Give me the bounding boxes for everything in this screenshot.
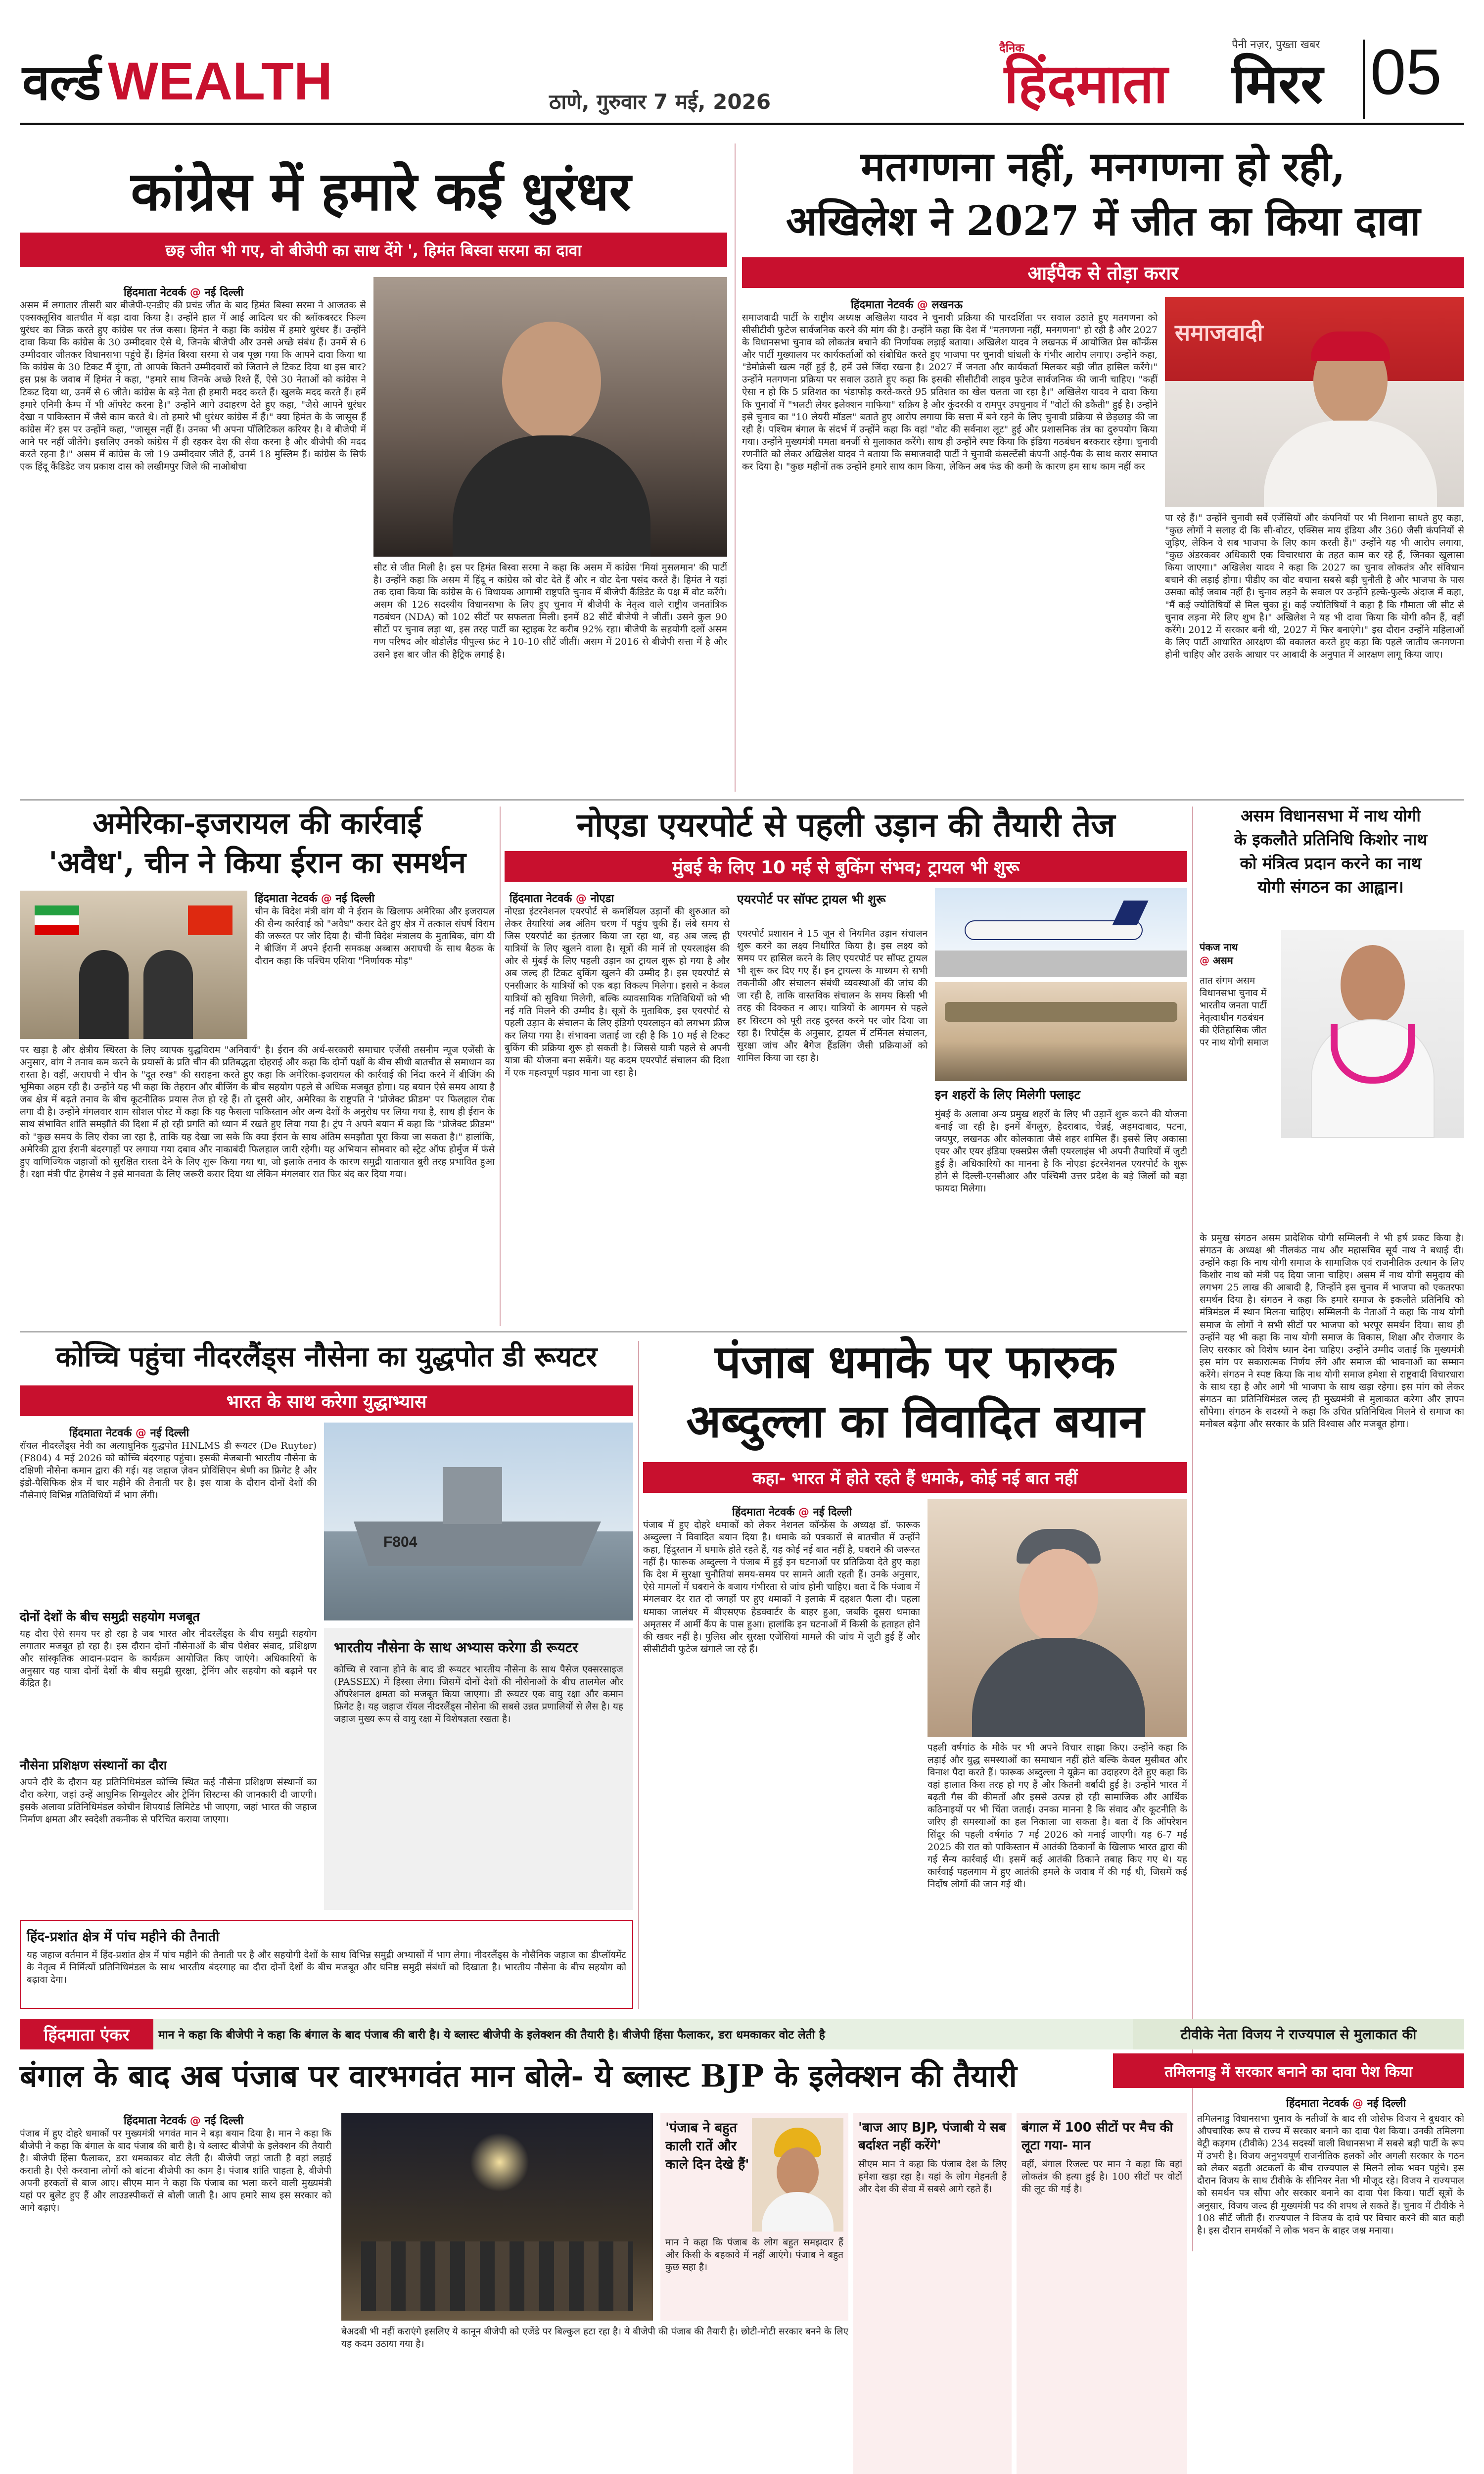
person-head [1341,945,1405,1024]
section-devanagari: वर्ल्ड [22,53,101,111]
story8-quote3: बंगाल में 100 सीटों पर मैच की लूटा गया- मान [1021,2120,1173,2153]
story1-photo [373,277,727,557]
story3-headline-2: 'अवैध', चीन ने किया ईरान का समर्थन [48,846,466,880]
story9-byline: हिंदमाता नेटवर्क @ नई दिल्ली [1286,2097,1406,2110]
person-head [777,2147,819,2197]
story8-quote2-col [853,2113,1012,2474]
story2-headline-1: मतगणना नहीं, मनगणना हो रही, [861,143,1345,190]
china-flag [188,905,232,935]
story5-col-wide: के प्रमुख संगठन असम प्रादेशिक योगी सम्मिलनी ने भी हर्ष प्रकट किया है। संगठन के अध्यक्ष श्री नीलकंठ नाथ और महासचिव सूर्य नाथ ने बधाई दी। उन्होंने कहा कि नाथ योगी समाज के सामाजिक एवं राजनीतिक उत्थान के लिए किशोर नाथ को मंत्री पद दिया जाना चाहिए। असम में नाथ योगी समुदाय की लगभग 25 लाख की आबादी है, जिन्होंने इस चुनाव में भाजपा को एकतरफा समर्थन दिया है। संगठन ने कहा कि हमारे समाज के इकलौते प्रतिनिधि को मंत्रिमंडल में स्थान मिलना चाहिए। सम्मिलनी के नेताओं ने कहा कि नाथ योगी समाज के लोगों ने सभी सीटों पर भाजपा को भरपूर समर्थन दिया। साथ ही उन्होंने यह भी कहा कि नाथ योगी समाज के विकास, शिक्षा और रोजगार के लिए सरकार को विशेष ध्यान देना चाहिए। उन्होंने उम्मीद जताई कि मुख्यमंत्री इस मांग पर सकारात्मक निर्णय लेंगे और समाज की भावनाओं का सम्मान करेंगे। संगठन ने स्पष्ट किया कि नाथ योगी समाज हमेशा से राष्ट्रवादी विचारधारा के साथ रहा है और आगे भी भाजपा के साथ खड़ा रहेगा। इस मांग को लेकर संगठन का प्रतिनिधिमंडल जल्द ही मुख्यमंत्री से मुलाकात करेगा और ज्ञापन सौंपेगा। संगठन के सदस्यों ने कहा कि उचित प्रतिनिधित्व मिलने से समाज का मनोबल बढ़ेगा और सरकार के प्रति विश्वास और मजबूत होगा। [1200,1233,1464,1430]
person-body [762,2192,834,2232]
byline-name: हिंदमाता नेटवर्क [255,893,318,905]
photo-banner-text: समाजवादी [1175,319,1263,346]
byline-name: हिंदमाता नेटवर्क [1286,2097,1349,2110]
story1-headline: कांग्रेस में हमारे कई धुरंधर [131,160,631,223]
byline-place: नई दिल्ली [335,893,375,905]
person-head [502,322,601,440]
byline-name: हिंदमाता नेटवर्क [851,299,914,311]
section-latin: WEALTH [108,51,332,111]
ship-tower [443,1467,502,1524]
story8-quote1: 'पंजाब ने बहुत काली रातें और काले दिन देखे हैं' [665,2120,749,2172]
person-head [1019,1549,1098,1643]
story4-headline: नोएडा एयरपोर्ट से पहली उड़ान की तैयारी तेज [576,806,1115,844]
story6-sub2: नौसेना प्रशिक्षण संस्थानों का दौरा [20,1758,167,1772]
story6-sidebar-title: भारतीय नौसेना के साथ अभ्यास करेगा डी रूयटर [334,1639,578,1656]
story6-bottom-text: यह जहाज वर्तमान में हिंद-प्रशांत क्षेत्र में पांच महीने की तैनाती पर है और सहयोगी देशों के साथ विभिन्न समुद्री अभ्यासों में भाग लेगा। नीदरलैंड्स के नौसैनिक जहाज का डीप्लॉयमेंट के नेतृत्व में निर्मित्यों प्रतिनिधिमंडल के साथ भारतीय बंदरगाह का दौरा दोनों देशों के बीच मजबूत और घनिष्ठ समुद्री संबंधों को दिखाता है। भारतीय नौसेना के बीच सहयोग को बढ़ावा देगा। [27,1950,626,1986]
section-title [22,47,332,116]
story8-byline: हिंदमाता नेटवर्क @ नई दिल्ली [124,2115,244,2127]
story5-headline-block [1197,807,1464,897]
story2-col1: समाजवादी पार्टी के राष्ट्रीय अध्यक्ष अखिलेश यादव ने चुनावी प्रक्रिया की पारदर्शिता पर सवाल उठाते हुए मतगणना को सीसीटीवी फुटेज सार्वजनिक करने की मांग की है। उन्होंने कहा कि देश में "मतगणना नहीं, मनगणना" हो रही है और 2027 के विधानसभा चुनाव को लोकतंत्र बचाने की निर्णायक लड़ाई बताया। अखिलेश यादव ने लखनऊ में आयोजित प्रेस कॉन्फ्रेंस और पार्टी मुख्यालय पर कार्यकर्ताओं को संबोधित करते हुए भाजपा पर चुनावी धांधली के गंभीर आरोप लगाए। उन्होंने कहा, "डेमोक्रेसी खत्म नहीं हुई है, हमें उसे जिंदा रखना है। 2027 में जनता और कार्यकर्ता मिलकर बड़ी जीत हासिल करेंगे।" उन्होंने मतगणना प्रक्रिया पर सवाल उठाते हुए कहा कि इसकी सीसीटीवी लाइव फुटेज सार्वजनिक की जानी चाहिए। "कहीं ऐसा न हो कि 5 प्रतिशत का भंडाफोड़ करते-करते 95 प्रतिशत का खेल चलता जा रहा है।" अखिलेश यादव ने दावा किया कि चुनावों में "भलटी लेयर इलेक्शन माफिया" सक्रिय है और कुंदरकी व रामपुर उपचुनाव में "वोटों की डकैती" हुई है। उन्होंने इसे चुनाव का "10 लेयरी मॉडल" बताते हुए आरोप लगाया कि सत्ता में बने रहने के लिए चुनावी प्रक्रिया से छेड़छाड़ की जा रही है। पश्चिम बंगाल के संदर्भ में उन्होंने कहा कि वहां "वोट की सर्वनाश लूट" हुई और प्रशासनिक तंत्र का दुरुपयोग किया गया। उन्होंने मुख्यमंत्री ममता बनर्जी से मुलाकात करेंगे। साथ ही उन्होंने स्पष्ट किया कि इंडिया गठबंधन बरकरार रहेगा। चुनावी रणनीति को लेकर अखिलेश यादव ने बताया कि समाजवादी पार्टी ने चुनावी कंसल्टेंसी कंपनी आई-पैक के साथ करार समाप्त कर दिया है। "कुछ महीनों तक उन्होंने हमारे साथ काम किया, लेकिन अब फंड की कमी के कारण हम साथ काम नहीं कर [742,312,1158,472]
story4-col2: एयरपोर्ट प्रशासन ने 15 जून से नियमित उड़ान संचालन शुरू करने का लक्ष्य निर्धारित किया है। इस लक्ष्य को समय पर हासिल करने के लिए एयरपोर्ट पर सॉफ्ट ट्रायल भी शुरू कर दिए गए हैं। इन ट्रायल्स के माध्यम से सभी तकनीकी और संचालन संबंधी व्यवस्थाओं की जांच की जा रही है, ताकि वास्तविक संचालन के समय किसी भी तरह की दिक्कत न आए। यात्रियों के आगमन से पहले हर सिस्टम को पूरी तरह दुरुस्त करने पर जोर दिया जा रहा है। रिपोर्ट्स के अनुसार, ट्रायल में टर्मिनल संचालन, सुरक्षा जांच और बैगेज हैंडलिंग जैसी प्रक्रियाओं को शामिल किया जा रहा है। [737,928,928,1063]
byline-name: हिंदमाता नेटवर्क [510,893,572,905]
story6-ship-photo [324,1423,633,1620]
story7-col1: पंजाब में हुए दोहरे धमाकों को लेकर नेशनल कॉन्फ्रेंस के अध्यक्ष डॉ. फारूक अब्दुल्ला ने विवादित बयान दिया है। धमाके को पत्रकारों से बातचीत में उन्होंने कहा, हिंदुस्तान में धमाके होते रहते हैं, यह कोई नई बात नहीं है, घबराने की जरूरत नहीं है। फारूक अब्दुल्ला ने पंजाब में हुई इन घटनाओं पर प्रतिक्रिया देते हुए कहा कि देश में सुरक्षा चुनौतियां समय-समय पर सामने आती रहती हैं। उनके अनुसार, ऐसे मामलों में घबराने के बजाय गंभीरता से जांच होनी चाहिए। बता दें कि पंजाब में मंगलवार देर रात दो जगहों पर हुए धमाकों ने इलाके में दहशत फैला दी। पहला धमाका जालंधर में बीएसएफ हेडक्वार्टर के बाहर हुआ, जबकि दूसरा धमाका अमृतसर में आर्मी कैंप के पास हुआ। हालांकि इन घटनाओं में किसी के हताहत होने की खबर नहीं है। पुलिस और सुरक्षा एजेंसियां मामले की जांच में जुटी हुई हैं और सीसीटीवी फुटेज खंगाले जा रहे हैं। [643,1520,920,1655]
story6-text2: अपने दौरे के दौरान यह प्रतिनिधिमंडल कोच्चि स्थित कई नौसेना प्रशिक्षण संस्थानों का दौरा करेगा, जहां उन्हें आधुनिक सिम्युलेटर और ट्रेनिंग सिस्टम्स की जानकारी दी जाएगी। इसके अलावा प्रतिनिधिमंडल कोचीन शिपयार्ड लिमिटेड भी जाएगा, जहां भारत की जहाज निर्माण क्षमता और स्वदेशी तकनीक से परिचित कराया जाएगा। [20,1777,317,1825]
story6-bottom-title: हिंद-प्रशांत क्षेत्र में पांच महीने की तैनाती [27,1929,220,1945]
story2-byline: हिंदमाता नेटवर्क @ लखनऊ [851,299,963,311]
story2-subhead: आईपैक से तोड़ा करार [742,257,1464,288]
story8-headline: बंगाल के बाद अब पंजाब पर वारभगवंत मान बोले- ये ब्लास्ट BJP के इलेक्शन की तैयारी [20,2058,1017,2094]
scene-crowd [361,2241,633,2311]
story2-photo [1165,297,1464,507]
story4-sub2: इन शहरों के लिए मिलेगी फ्लाइट [935,1088,1081,1102]
story1-byline: हिंदमाता नेटवर्क @ नई दिल्ली [124,286,244,299]
byline-place: नई दिल्ली [1367,2097,1406,2110]
story5-byline: पंकज नाथ @ असम [1200,940,1269,967]
airplane-tail [1112,901,1148,925]
anchor-label: हिंदमाता एंकर [20,2019,153,2049]
story6-text1: यह दौरा ऐसे समय पर हो रहा है जब भारत और नीदरलैंड्स के बीच समुद्री सहयोग लगातार मजबूत हो रहा है। इस दौरान दोनों नौसेनाओं के बीच पेशेवर संवाद, प्रशिक्षण और सांस्कृतिक आदान-प्रदान के कार्यक्रम आयोजित किए जाएंगे। अधिकारियों के अनुसार यह यात्रा दोनों देशों के बीच समुद्री सुरक्षा, ट्रेनिंग और सहयोग को बढ़ाने पर केंद्रित है। [20,1628,317,1689]
byline-place: नोएडा [590,893,614,905]
story8-col1: पंजाब में हुए दोहरे धमाकों पर मुख्यमंत्री भगवंत मान ने बड़ा बयान दिया है। मान ने कहा कि बीजेपी ने कहा कि बंगाल के बाद पंजाब की बारी है। ये ब्लास्ट बीजेपी के इलेक्शन की तैयारी है। बीजेपी हिंसा फैलाकर, डरा धमकाकर वोट लेती है। बीजेपी जहां जाती है वहां लड़ाई कराती है। ऐसे करवाना लोगों को बांटना बीजेपी का काम है। पंजाब शांति चाहता है, बीजेपी अपनी हरकतों से बाज आए। सीएम मान ने कहा कि पंजाब का भला करने वाली मुख्यमंत्री यहां पर बुलेट हुए हैं और लाउडस्पीकरों से बोली जाती है। आप हमारे साथ इस सरकार को आगे बढ़ाएं। [20,2128,331,2214]
byline-name: हिंदमाता नेटवर्क [124,286,186,299]
divider [500,807,501,1326]
story4-col3: मुंबई के अलावा अन्य प्रमुख शहरों के लिए भी उड़ानें शुरू करने की योजना बनाई जा रही है। इनमें बेंगलुरु, हैदराबाद, चेन्नई, अहमदाबाद, पटना, जयपुर, लखनऊ और कोलकाता जैसे शहर शामिल हैं। इससे लिए अकासा एयर और एयर इंडिया एक्सप्रेस जैसी एयरलाइंस भी अपनी तैयारियों में जुटी हुई हैं। अधिकारियों का मानना है कि नोएडा इंटरनेशनल एयरपोर्ट के शुरू होने से दिल्ली-एनसीआर और पश्चिमी उत्तर प्रदेश के बड़े जिलों को बड़ा फायदा मिलेगा। [935,1109,1187,1194]
story8-scene-photo [341,2113,653,2321]
byline-place: नई दिल्ली [204,286,244,299]
story2-headline-2: अखिलेश ने 2027 में जीत का किया दावा [786,197,1421,245]
story3-headline-1: अमेरिका-इजरायल की कार्रवाई [93,806,422,841]
story6-sidebar-text: कोच्चि से रवाना होने के बाद डी रूयटर भारतीय नौसेना के साथ पैसेज एक्सरसाइज (PASSEX) में हिस्सा लेगा। जिसमें दोनों देशों की नौसेनाओं के बीच तालमेल और ऑपरेशनल क्षमता को मजबूत किया जाएगा। डी रूयटर एक वायु रक्षा और कमान फ्रिगेट है। यह जहाज रॉयल नीदरलैंड्स नौसेना की सबसे उन्नत प्रणालियों से लैस है। यह जहाज मुख्य रूप से वायु रक्षा में विशेषज्ञता रखता है। [334,1664,623,1725]
story8-quote3-col [1017,2113,1187,2474]
byline-place: नई दिल्ली [204,2115,244,2127]
story8-quote2-text: सीएम मान ने कहा कि पंजाब देश के लिए हमेशा खड़ा रहा है। यहां के लोग मेहनती हैं और देश की सेवा में सबसे आगे रहते हैं। [858,2159,1007,2195]
person-right [143,950,193,1039]
story5-headline-1: असम विधानसभा में नाथ योगी [1241,806,1421,825]
story4-byline: हिंदमाता नेटवर्क @ नोएडा [510,893,614,905]
story6-byline: हिंदमाता नेटवर्क @ नई दिल्ली [69,1427,189,1439]
story6-intro: रॉयल नीदरलैंड्स नेवी का अत्याधुनिक युद्धपोत HNLMS डी रूयटर (De Ruyter) (F804) 4 मई 2026 को कोच्चि बंदरगाह पहुंचा। इसकी मेजबानी भारतीय नौसेना के दक्षिणी नौसेना कमान द्वारा की गई। यह जहाज ज़ेवन प्रोविंसिएन श्रेणी का फ्रिगेट है और इंडो-पैसिफिक क्षेत्र में चार महीने की तैनाती पर है। इस यात्रा के दौरान दोनों देशों की नौसेनाएं विभिन्न गतिविधियों में भाग लेंगी। [20,1440,317,1501]
tagline: पैनी नज़र, पुख्ता खबर [1232,39,1320,51]
story7-subhead: कहा- भारत में होते रहते हैं धमाके, कोई नई बात नहीं [643,1462,1187,1493]
divider [638,1341,639,2009]
story9-headline-text: तमिलनाडु में सरकार बनाने का दावा पेश किया [1164,2063,1413,2081]
story4-airplane-photo [935,888,1187,977]
story7-byline: हिंदमाता नेटवर्क @ नई दिल्ली [732,1506,852,1519]
ship-number: F804 [383,1534,417,1550]
story5-headline-4: योगी संगठन का आह्वान। [1257,877,1404,897]
divider [735,143,736,792]
story4-sub1: एयरपोर्ट पर सॉफ्ट ट्रायल भी शुरू [737,892,886,906]
paper-logo [999,35,1360,119]
byline-name: हिंदमाता नेटवर्क [732,1506,795,1519]
story8-quote1-text: मान ने कहा कि पंजाब के लोग बहुत समझदार हैं और किसी के बहकावे में नहीं आएंगे। पंजाब ने बहुत कुछ सहा है। [665,2237,843,2273]
byline-name: हिंदमाता नेटवर्क [124,2115,186,2127]
story4-terminal-photo [935,982,1187,1081]
story5-col-narrow: तात संगम असम विधानसभा चुनाव में भारतीय जनता पार्टी नेतृत्वाधीन गठबंधन की ऐतिहासिक जीत पर नाथ योगी समाज [1200,975,1269,1048]
anchor-right-label: टीवीके नेता विजय ने राज्यपाल से मुलाकात की [1133,2019,1464,2049]
page-number: 05 [1370,36,1442,108]
masthead [0,0,1484,134]
paper-name-1: हिंदमाता [1004,51,1168,115]
byline-name: हिंदमाता नेटवर्क [69,1427,132,1439]
anchor-ticker: मान ने कहा कि बीजेपी ने कहा कि बंगाल के बाद पंजाब की बारी है। ये ब्लास्ट बीजेपी के इलेक्शन की तैयारी है। बीजेपी हिंसा फैलाकर, डरा धमकाकर वोट लेती है [158,2029,825,2042]
story5-headline-3: को मंत्रित्व प्रदान करने का नाथ [1240,853,1422,873]
divider [20,799,1464,801]
iran-flag [35,905,79,935]
story3-col2: पर खड़ा है और क्षेत्रीय स्थिरता के लिए व्यापक युद्धविराम "अनिवार्य" है। ईरान की अर्ध-सरकारी समाचार एजेंसी तसनीम न्यूज एजेंसी के अनुसार, वांग ने तनाव कम करने के प्रयासों के प्रति चीन की प्रतिबद्धता दोहराई और कहा कि दोनों पक्षों के बीच सीधी बातचीत से समाधान का रास्ता है। वहीं, अराघची ने चीन के "दूत रुख" की सराहना करते हुए कहा कि अमेरिका-इजरायल की कार्रवाई की निंदा करने में बीजिंग की भूमिका अहम रही है। उन्होंने यह भी कहा कि तेहरान और बीजिंग के बीच सहयोग पहले से अधिक मजबूत होगा। यह बयान ऐसे समय आया है जब क्षेत्र में बढ़ते तनाव के बीच कूटनीतिक प्रयास तेज हो रहे हैं। तो दूसरी ओर, अमेरिका के राष्ट्रपति ने 'प्रोजेक्ट फ्रीडम' पर फिलहाल रोक लगा दी है। उन्होंने मंगलवार शाम सोशल पोस्ट में कहा कि यह फैसला पाकिस्तान और अन्य देशों के अनुरोध पर लिया गया है, साथ ही ईरान के साथ संभावित शांति समझौते की दिशा में हो रही प्रगति को ध्यान में रखते हुए लिया गया है। ट्रंप ने अपने बयान में कहा कि "प्रोजेक्ट फ्रीडम" को "कुछ समय के लिए रोका जा रहा है, ताकि यह देखा जा सके कि क्या ईरान के साथ अंतिम समझौता पूरा किया जा सकता है।" हालांकि, अमेरिकी द्वारा ईरानी बंदरगाहों पर लगाया गया दबाव और नाकाबंदी फिलहाल जारी रहेगी। यह अभियान सोमवार को स्ट्रेट ऑफ होर्मुज में फंसे हुए वाणिज्यिक जहाजों को सुरक्षित रास्ता देने के लिए शुरू किया गया था, जो इलाके तनाव के कारण समुद्री यातायात बुरी तरह प्रभावित हुआ है। रक्षा मंत्री पीट हेगसेथ ने इसे मानवता के लिए जरूरी करार दिया था लेकिन मंगलवार रात फिर बंद कर दिया गया। [20,1045,495,1180]
story5-headline-2: के इकलौते प्रतिनिधि किशोर नाथ [1234,829,1428,849]
story8-mann-photo [752,2118,843,2232]
byline-place: नई दिल्ली [813,1506,852,1519]
divider [20,1331,1187,1332]
story3-byline: हिंदमाता नेटवर्क @ नई दिल्ली [255,893,375,905]
story6-sub1: दोनों देशों के बीच समुद्री सहयोग मजबूत [20,1610,200,1624]
masthead-divider [1363,40,1365,119]
story8-caption: बेअदबी भी नहीं कराएंगे इसलिए ये कानून बीजेपी को एजेंडे पर बिल्कुल हटा रहा है। ये बीजेपी की पंजाब की तैयारी है। छोटी-मोटी सरकार बनने के लिए यह कदम उठाया गया है। [341,2326,848,2350]
story7-col2: पहली वर्षगांठ के मौके पर भी अपने विचार साझा किए। उन्होंने कहा कि लड़ाई और युद्ध समस्याओं का समाधान नहीं होते बल्कि केवल मुसीबत और विनाश पैदा करते हैं। फारूक अब्दुल्ला ने यूक्रेन का उदाहरण देते हुए कहा कि वहां हालात किस तरह हो गए हैं और कितनी बर्बादी हुई है। उन्होंने भारत में बढ़ती गैस की कीमतों और इससे उत्पन्न हो रही सामाजिक और आर्थिक कठिनाइयों पर भी चिंता जताई। उनका मानना है कि संवाद और कूटनीति के जरिए ही समस्याओं का हल निकाला जा सकता है। बता दें कि ऑपरेशन सिंदूर की पहली वर्षगांठ 7 मई 2026 को मनाई जाएगी। यह 6-7 मई 2025 की रात को पाकिस्तान में आतंकी ठिकानों के खिलाफ भारत द्वारा की गई सैन्य कार्रवाई थी। इसमें कई आतंकी ठिकाने तबाह किए गए थे। यह कार्रवाई पहलगाम में हुए आतंकी हमले के जवाब में की गई थी, जिसमें कई निर्दोष लोगों की जान गई थी। [928,1742,1187,1890]
story9-headline-box [1113,2053,1464,2088]
masthead-rule [20,123,1464,125]
story1-col2: सीट से जीत मिली है। इस पर हिमंत बिस्वा सरमा ने कहा कि असम में कांग्रेस 'मियां मुसलमान' की पार्टी है। उन्होंने कहा कि असम में हिंदू न कांग्रेस को वोट देते हैं और न वोट देना पसंद करते हैं। हिमंत ने यहां तक दावा किया कि कांग्रेस के 6 विधायक आगामी राष्ट्रपति चुनाव में बीजेपी कैंडिडेट के पक्ष में वोट करेंगे। असम की 126 सदस्यीय विधानसभा के लिए हुए चुनाव में बीजेपी के नेतृत्व वाले राष्ट्रीय जनतांत्रिक गठबंधन (NDA) को 102 सीटों पर सफलता मिली। इनमें 82 सीटें बीजेपी ने जीतीं। उसने कुल 90 सीटों पर चुनाव लड़ा था, इस तरह पार्टी का स्ट्राइक रेट करीब 92% रहा। बीजेपी के सहयोगी दलों असम गण परिषद और बोडोलैंड पीपुल्स फ्रंट ने 10-10 सीटें जीतीं। असम में 2016 से बीजेपी सत्ता में है और उसने इस बार जीत की हैट्रिक लगाई है। [373,562,727,660]
story7-photo [928,1499,1187,1737]
person-body [972,1638,1145,1737]
person-body [1264,421,1437,507]
terminal-roof [945,1002,1177,1022]
story3-photo [20,891,247,1039]
paper-name-2: मिरर [1232,51,1323,115]
story6-sidebar [324,1628,633,1910]
byline-place: असम [1212,954,1233,966]
person-cap [1311,332,1390,361]
byline-name: पंकज नाथ [1200,941,1238,953]
story1-subhead: छह जीत भी गए, वो बीजेपी का साथ देंगे ', हिमंत बिस्वा सरमा का दावा [20,233,727,267]
story7-headline-1: पंजाब धमाके पर फारुक [715,1335,1115,1388]
person-body [453,435,650,557]
story6-bottom-box [20,1920,633,2009]
story3-col1: चीन के विदेश मंत्री वांग यी ने ईरान के खिलाफ अमेरिका और इजरायल की सैन्य कार्रवाई को "अवैध" करार देते हुए क्षेत्र में तत्काल संघर्ष विराम की जरूरत पर जोर दिया है। चीनी विदेश मंत्रालय के मुताबिक, वांग यी ने बीजिंग में अपने ईरानी समकक्ष अब्बास अराघची के साथ बैठक के दौरान कहा कि पश्चिम एशिया "निर्णायक मोड़" [255,906,495,967]
dateline: ठाणे, गुरुवार 7 मई, 2026 [549,90,771,114]
person-left [79,950,129,1039]
story6-headline: कोच्चि पहुंचा नीदरलैंड्स नौसेना का युद्धपोत डी रूयटर [55,1340,598,1373]
story5-photo [1281,930,1464,1138]
story8-quote2: 'बाज आए BJP, पंजाबी ये सब बर्दाश्त नहीं करेंगे' [858,2120,1006,2153]
story6-subhead: भारत के साथ करेगा युद्धाभ्यास [20,1385,633,1416]
story8-quote1-box [660,2113,848,2321]
story4-col1: नोएडा इंटरनेशनल एयरपोर्ट से कमर्शियल उड़ानों की शुरुआत को लेकर तैयारियां अब अंतिम चरण में पहुंच चुकी हैं। लंबे समय से जिस एयरपोर्ट का इंतजार किया जा रहा था, वह अब जल्द ही यात्रियों के लिए खुलने वाला है। सूत्रों की मानें तो एयरलाइंस की ओर से मुंबई के लिए पहली उड़ान का ट्रायल शुरू हो गया है और अब जल्द ही टिकट बुकिंग खुलने की उम्मीद है। इस एयरपोर्ट से एनसीआर के यात्रियों को एक बड़ा विकल्प मिलेगा। इससे न केवल यात्रियों को सुविधा मिलेगी, बल्कि व्यावसायिक गतिविधियों को भी नई गति मिलने की उम्मीद है। सूत्रों के मुताबिक, इस एयरपोर्ट से पहली उड़ान के संचालन के लिए इंडिगो एयरलाइन को लगभग फ्रीज कर लिया गया है। संभावना जताई जा रही है कि 10 मई से टिकट बुकिंग की प्रक्रिया शुरू हो सकती है। जिससे यात्री पहले से अपनी यात्रा की योजना बना सकेंगे। यह कदम एयरपोर्ट संचालन की दिशा में एक महत्वपूर्ण पड़ाव माना जा रहा है। [505,906,730,1079]
story7-headline-2: अब्दुल्ला का विवादित बयान [686,1394,1144,1448]
paper-small: दैनिक [999,41,1024,55]
scene-light [470,2133,529,2192]
story9-text: तमिलनाडु विधानसभा चुनाव के नतीजों के बाद सी जोसेफ विजय ने बुधवार को औपचारिक रूप से राज्य में सरकार बनाने का दावा पेश किया। उनकी तमिलगा वेट्री कड़गम (टीवीके) 234 सदस्यों वाली विधानसभा में सबसे बड़ी पार्टी के रूप में उभरी है। विजय अनुभवपूर्ण राजनीतिक हलकों और अगली सरकार के गठन को लेकर बढ़ती अटकलों के बीच राज्यपाल से मिलने लोक भवन पहुंचे। इस दौरान विजय के साथ टीवीके के सीनियर नेता भी मौजूद रहे। विजय ने राज्यपाल को समर्थन पत्र सौंपा और सरकार बनाने का दावा पेश किया। पार्टी सूत्रों के अनुसार, विजय जल्द ही मुख्यमंत्री पद की शपथ ले सकते हैं। चुनाव में टीवीके ने 108 सीटें जीती हैं। राज्यपाल ने विजय के दावे पर विचार करने की बात कही है। इस दौरान समर्थकों ने लोक भवन के बाहर जश्न मनाया। [1197,2113,1464,2236]
story4-subhead: मुंबई के लिए 10 मई से बुकिंग संभव; ट्रायल भी शुरू [505,851,1187,882]
story2-col2: पा रहे हैं।" उन्होंने चुनावी सर्वे एजेंसियों और कंपनियों पर भी निशाना साधते हुए कहा, "कुछ लोगों ने सलाह दी कि सी-वोटर, एक्सिस माय इंडिया और 360 जैसी कंपनियों से जुड़िए, लेकिन वे सब भाजपा के लिए काम करती हैं।" उन्होंने यह भी आरोप लगाया, "कुछ अंडरकवर अधिकारी एक विचारधारा के तहत काम कर रहे हैं, जिनका खुलासा किया जाएगा।" अखिलेश यादव ने कहा कि 2027 का चुनाव लोकतंत्र और संविधान बचाने की लड़ाई होगा। पीडीए का वोट बचाना सबसे बड़ी चुनौती है और भाजपा के पास उसका कोई जवाब नहीं है। चुनाव लड़ने के सवाल पर उन्होंने हल्के-फुल्के अंदाज में कहा, "मैं कई ज्योतिषियों से मिल चुका हूं। कई ज्योतिषियों ने कहा है कि गौमाता जी सीट से चुनाव लड़ना मेरे लिए शुभ है।" अखिलेश ने यह भी दावा किया कि योगी कौन हैं, वहीं करेंगे। 2012 में सरकार बनी थी, 2027 में फिर बनाएंगे।" इस दौरान उन्होंने महिलाओं के लिए पार्टी आधारित आरक्षण की वकालत करते हुए कहा कि पहले जातीय जनगणना होनी चाहिए और उसके आधार पर आबादी के अनुपात में आरक्षण लागू किया जाए। [1165,513,1464,660]
byline-place: नई दिल्ली [150,1427,189,1439]
story1-col1: असम में लगातार तीसरी बार बीजेपी-एनडीए की प्रचंड जीत के बाद हिमंत बिस्वा सरमा ने आजतक से एक्सक्लूसिव बातचीत में बड़ा दावा किया है। उन्होंने हाल में आई आदित्य धर की ब्लॉकबस्टर फिल्म धुरंधर का जिक्र करते हुए कांग्रेस पर तंज कसा। हिमंत ने कहा कि कांग्रेस में हमारे धुरंधर हैं। उन्होंने दावा किया कि कांग्रेस के 30 उम्मीदवार ऐसे थे, जिनके बीजेपी और उनसे अच्छे संबंध हैं। उनमें से 6 उम्मीदवार जीतकर विधानसभा पहुंचे हैं। हिमंत बिस्वा सरमा से जब पूछा गया कि आपने दावा किया था कि कांग्रेस के 30 टिकट मैं दूंगा, तो आपके कितने उम्मीदवारों को जिताने ले टिकट दिया था इस बार? इस प्रश्न के जवाब में हिमंत ने कहा, "हमारे साथ जिनके अच्छे रिश्ते हैं, ऐसे 30 नेताओं को कांग्रेस ने टिकट दिया था, उनमें से 6 जीते। कांग्रेस के बड़े नेता ही हमारी मदद करते हैं। खुलके मदद करते हैं। हमें हमारे एनिमी कैम्प में भी ऑपरेट करना है।" उन्होंने आगे उदाहरण देते हुए कहा, "जैसे आपने धुरंधर देखा न पाकिस्तान में जैसे काम करते थे। तो हमारे भी धुरंधर कांग्रेस में हैं।" क्या हिमंत के के जासूस हैं कांग्रेस में? इस पर उन्होंने कहा, "जासूस नहीं हैं। उनका भी अपना पॉलिटिकल करियर है। वे बीजेपी में आने पर नहीं जीतेंगे। इसलिए उनको कांग्रेस में ही रहकर देश की सेवा करना है और बीजेपी की मदद करते रहना है।" असम में कांग्रेस के जो 19 उम्मीदवार जीते हैं, उनमें 18 मुस्लिम हैं। कांग्रेस के सिर्फ एक हिंदू कैंडिडेट जय प्रकाश दास को लखीमपुर जिले की नाओबोचा [20,300,366,473]
byline-place: लखनऊ [931,299,963,311]
anchor-strip [20,2019,1464,2049]
story8-quote3-text: वहीं, बंगाल रिजल्ट पर मान ने कहा कि वहां लोकतंत्र की हत्या हुई है। 100 सीटों पर वोटों की लूट की गई है। [1021,2159,1182,2195]
